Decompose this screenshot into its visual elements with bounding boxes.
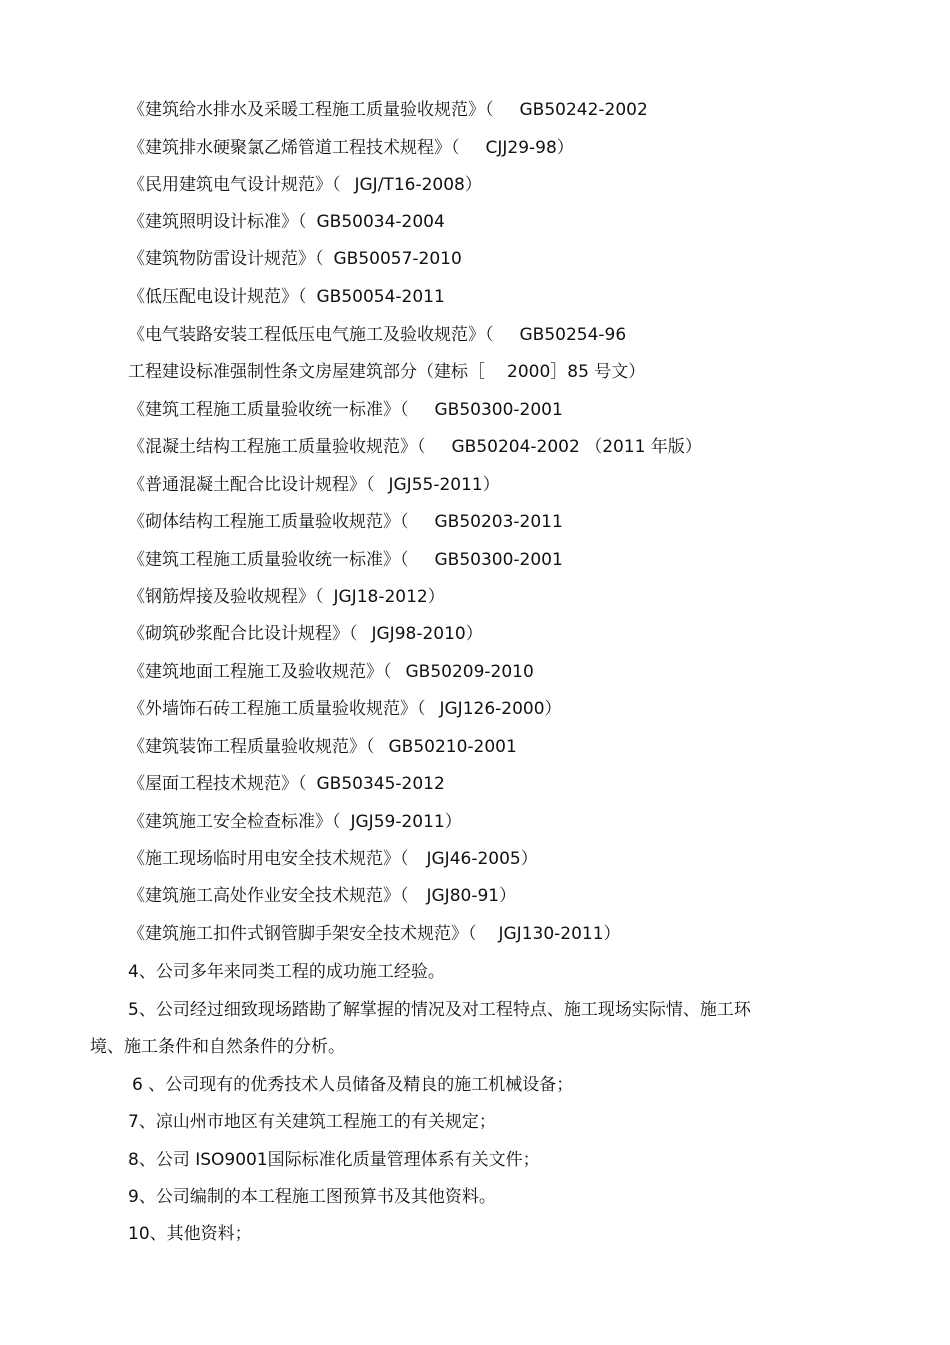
standard-line [128, 136, 574, 160]
standard-line [128, 173, 482, 197]
standard-title: 《砌体结构工程施工质量验收规范》（ [128, 512, 409, 532]
standard-code: GB50242-2002 [519, 100, 648, 120]
standard-code: GB50254-96 [519, 325, 627, 345]
standard-code: JGJ59-2011） [350, 812, 462, 832]
standard-title: 《建筑施工高处作业安全技术规范》（ [128, 886, 409, 906]
standard-title: 《建筑工程施工质量验收统一标准》（ [128, 400, 409, 420]
standard-code: JGJ126-2000） [439, 699, 562, 719]
standard-code: JGJ80-91） [426, 886, 517, 906]
standard-line [128, 697, 562, 721]
standard-code: JGJ/T16-2008） [354, 175, 482, 195]
standard-line [128, 360, 645, 384]
standard-line [128, 810, 462, 834]
standard-line [128, 98, 648, 122]
standard-line [128, 884, 516, 908]
standard-code: JGJ55-2011） [388, 475, 500, 495]
standard-title: 《建筑施工扣件式钢管脚手架安全技术规范》（ [128, 924, 477, 944]
standard-title: 工程建设标准强制性条文房屋建筑部分（建标［ [128, 362, 485, 382]
basis-item-5-line2: 境、施工条件和自然条件的分析。 [90, 1037, 345, 1057]
standard-code: GB50300-2001 [434, 400, 563, 420]
standard-code: GB50034-2004 [316, 212, 445, 232]
standard-title: 《砌筑砂浆配合比设计规程》（ [128, 624, 358, 644]
basis-item-8: 8、公司 ISO9001国际标准化质量管理体系有关文件； [128, 1150, 540, 1170]
basis-item-4: 4、公司多年来同类工程的成功施工经验。 [128, 962, 445, 982]
basis-item-7: 7、凉山州市地区有关建筑工程施工的有关规定； [128, 1112, 496, 1132]
standard-line [128, 510, 563, 534]
standard-title: 《建筑地面工程施工及验收规范》（ [128, 662, 392, 682]
standard-code: GB50203-2011 [434, 512, 563, 532]
standard-code: CJJ29-98） [485, 138, 574, 158]
standard-title: 《屋面工程技术规范》（ [128, 774, 307, 794]
standard-code: GB50054-2011 [316, 287, 445, 307]
standard-title: 《建筑施工安全检查标准》（ [128, 812, 341, 832]
standard-code: 2000］85 号文） [507, 362, 646, 382]
standard-code: GB50300-2001 [434, 550, 563, 570]
standard-title: 《民用建筑电气设计规范》（ [128, 175, 341, 195]
standard-title: 《建筑照明设计标准》（ [128, 212, 307, 232]
standard-line [128, 398, 563, 422]
standard-line [128, 435, 702, 459]
standard-line [128, 285, 445, 309]
basis-item-10: 10、其他资料； [128, 1224, 252, 1244]
standard-line [128, 922, 621, 946]
standard-code: GB50209-2010 [405, 662, 534, 682]
standard-title: 《建筑工程施工质量验收统一标准》（ [128, 550, 409, 570]
standard-title: 《钢筋焊接及验收规程》（ [128, 587, 324, 607]
standard-title: 《建筑排水硬聚氯乙烯管道工程技术规程》（ [128, 138, 460, 158]
standard-title: 《低压配电设计规范》（ [128, 287, 307, 307]
basis-item-9: 9、公司编制的本工程施工图预算书及其他资料。 [128, 1187, 496, 1207]
standard-code: GB50057-2010 [333, 249, 462, 269]
basis-item-6: 6 、公司现有的优秀技术人员储备及精良的施工机械设备； [132, 1075, 574, 1095]
standard-line [128, 548, 563, 572]
standard-code: JGJ46-2005） [426, 849, 538, 869]
standard-line [128, 660, 534, 684]
standard-title: 《建筑给水排水及采暖工程施工质量验收规范》（ [128, 100, 494, 120]
standard-code: GB50345-2012 [316, 774, 445, 794]
standard-line [128, 247, 462, 271]
basis-item-5-line1: 5、公司经过细致现场踏勘了解掌握的情况及对工程特点、施工现场实际情、施工环 [128, 1000, 751, 1020]
standard-title: 《普通混凝土配合比设计规程》（ [128, 475, 375, 495]
standard-line [128, 735, 517, 759]
standard-line [128, 622, 483, 646]
standard-code: GB50210-2001 [388, 737, 517, 757]
standard-title: 《施工现场临时用电安全技术规范》（ [128, 849, 409, 869]
standard-line [128, 847, 538, 871]
standard-title: 《建筑物防雷设计规范》（ [128, 249, 324, 269]
standard-title: 《混凝土结构工程施工质量验收规范》（ [128, 437, 426, 457]
standard-code: JGJ130-2011） [498, 924, 621, 944]
standard-code: JGJ18-2012） [333, 587, 445, 607]
standard-code: GB50204-2002 （2011 年版） [451, 437, 702, 457]
standard-line [128, 473, 500, 497]
standard-title: 《建筑装饰工程质量验收规范》（ [128, 737, 375, 757]
standard-line [128, 585, 445, 609]
standard-line [128, 772, 445, 796]
standard-title: 《外墙饰石砖工程施工质量验收规范》（ [128, 699, 426, 719]
standard-line [128, 323, 626, 347]
standard-title: 《电气装路安装工程低压电气施工及验收规范》（ [128, 325, 494, 345]
standard-line [128, 210, 445, 234]
standard-code: JGJ98-2010） [371, 624, 483, 644]
